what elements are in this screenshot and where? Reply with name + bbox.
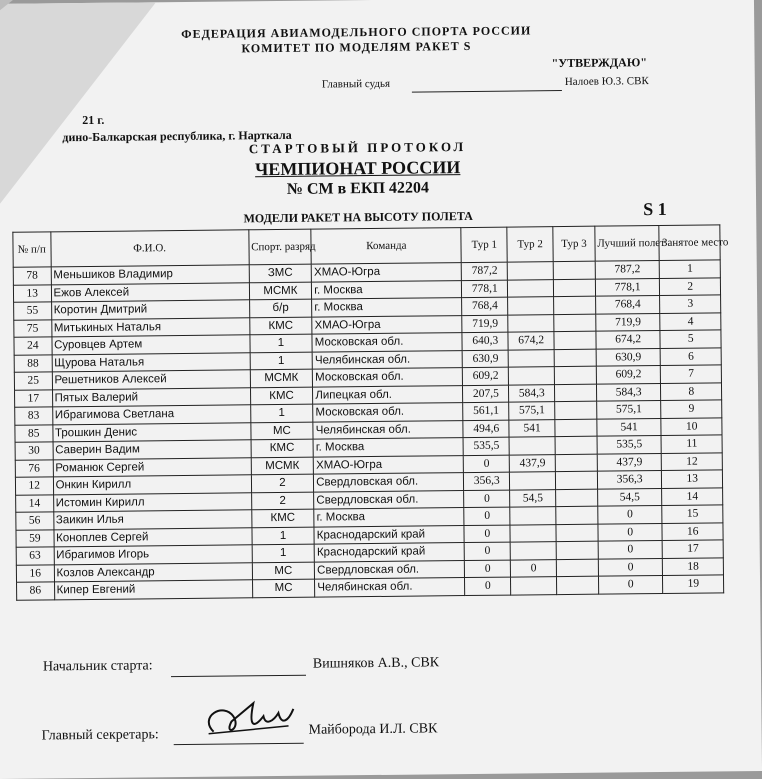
cell-rank: МСМК	[251, 457, 314, 475]
cell-place: 15	[662, 505, 723, 523]
cell-t1: 494,6	[463, 420, 509, 438]
cell-t2: 0	[511, 559, 557, 577]
cell-best: 437,9	[597, 453, 662, 471]
cell-num: 25	[14, 372, 52, 390]
cell-team: Челябинская обл.	[315, 578, 465, 597]
cell-place: 9	[661, 400, 722, 418]
cell-t2	[510, 524, 556, 542]
cell-t2: 575,1	[509, 402, 555, 420]
cell-team: Краснодарский край	[314, 525, 464, 544]
cell-best: 0	[598, 558, 663, 576]
cell-name: Пятых Валерий	[52, 387, 250, 407]
cell-best: 719,9	[596, 313, 661, 331]
cell-best: 535,5	[597, 435, 662, 453]
cell-name: Ежов Алексей	[51, 282, 249, 302]
cell-place: 10	[661, 417, 722, 435]
cell-name: Трошкин Денис	[52, 422, 250, 442]
cell-num: 59	[16, 529, 54, 547]
cell-num: 14	[16, 494, 54, 512]
cell-t3	[553, 261, 595, 279]
cell-num: 83	[15, 407, 53, 425]
cell-t1: 0	[464, 525, 510, 543]
cell-t2	[508, 314, 554, 332]
secretary-label: Главный секретарь:	[41, 727, 159, 744]
cell-best: 356,3	[597, 470, 662, 488]
cell-t3	[555, 454, 597, 472]
cell-name: Саверин Вадим	[53, 440, 251, 460]
cell-t1: 0	[465, 542, 511, 560]
cell-place: 2	[660, 277, 721, 295]
cell-t3	[554, 314, 596, 332]
cell-t3	[554, 366, 596, 384]
cell-t1: 719,9	[462, 315, 508, 333]
cell-place: 4	[660, 312, 721, 330]
cell-team: г. Москва	[314, 508, 464, 527]
cell-name: Суровцев Артем	[51, 335, 249, 355]
cell-t1: 640,3	[462, 332, 508, 350]
cell-name: Щурова Наталья	[52, 352, 250, 372]
column-header: Команда	[311, 228, 462, 265]
cell-t2: 584,3	[509, 384, 555, 402]
cell-place: 14	[662, 487, 723, 505]
cell-t2	[511, 577, 557, 595]
column-header: Тур 2	[507, 227, 553, 262]
cell-team: г. Москва	[312, 280, 462, 299]
cell-team: г. Москва	[312, 298, 462, 317]
cell-rank: МСМК	[249, 282, 312, 300]
cell-place: 19	[663, 575, 724, 593]
cell-t1: 356,3	[464, 472, 510, 490]
cell-t3	[556, 524, 598, 542]
column-header: Ф.И.О.	[50, 230, 248, 267]
column-header: № п/п	[13, 232, 51, 267]
cell-t3	[554, 296, 596, 314]
cell-t3	[554, 349, 596, 367]
cell-name: Меньшиков Владимир	[51, 265, 249, 285]
cell-rank: КМС	[249, 317, 312, 335]
cell-team: Челябинская обл.	[313, 420, 463, 439]
cell-rank: 2	[251, 492, 314, 510]
cell-place: 17	[663, 540, 724, 558]
cell-rank: МСМК	[250, 369, 313, 387]
cell-team: Свердловская обл.	[314, 490, 464, 509]
cell-num: 12	[15, 477, 53, 495]
cell-place: 7	[661, 365, 722, 383]
column-header: Лучший полет	[595, 226, 660, 262]
cell-t3	[555, 419, 597, 437]
cell-place: 8	[661, 382, 722, 400]
cell-team: Краснодарский край	[314, 543, 464, 562]
cell-best: 0	[598, 575, 663, 593]
protocol-title: СТАРТОВЫЙ ПРОТОКОЛ	[248, 139, 467, 157]
cell-t2	[509, 367, 555, 385]
cell-t3	[555, 384, 597, 402]
cell-t1: 778,1	[462, 280, 508, 298]
cell-best: 0	[598, 505, 663, 523]
cell-team: г. Москва	[313, 438, 463, 457]
cell-place: 13	[662, 470, 723, 488]
cell-name: Ибрагимова Светлана	[52, 405, 250, 425]
cell-team: Московская обл.	[313, 403, 463, 422]
cell-team: Липецкая обл.	[313, 385, 463, 404]
cell-t1: 630,9	[462, 350, 508, 368]
cell-t1: 0	[464, 507, 510, 525]
chief-judge-name: Налоев Ю.З. СВК	[564, 75, 649, 88]
cell-team: ХМАО-Югра	[313, 455, 463, 474]
cell-t2	[508, 297, 554, 315]
cell-t3	[557, 576, 599, 594]
cell-rank: МС	[251, 422, 314, 440]
cell-t3	[555, 436, 597, 454]
cell-best: 768,4	[595, 295, 660, 313]
cell-t1: 768,4	[462, 297, 508, 315]
cell-t1: 535,5	[463, 437, 509, 455]
cell-place: 6	[661, 347, 722, 365]
cell-best: 674,2	[596, 330, 661, 348]
secretary-name: Майборода И.Л. СВК	[308, 721, 438, 738]
cell-t3	[556, 506, 598, 524]
chief-judge-sign-line	[412, 78, 562, 93]
class-title: МОДЕЛИ РАКЕТ НА ВЫСОТУ ПОЛЕТА	[243, 208, 473, 226]
cell-best: 778,1	[595, 278, 660, 296]
cell-team: ХМАО-Югра	[312, 315, 462, 334]
cell-num: 78	[13, 267, 51, 285]
cell-best: 787,2	[595, 261, 660, 279]
date-fragment: 21 г.	[82, 112, 105, 128]
cell-name: Козлов Александр	[54, 562, 252, 582]
cell-num: 63	[16, 547, 54, 565]
cell-team: Челябинская обл.	[312, 350, 462, 369]
cell-place: 3	[660, 295, 721, 313]
cell-t3	[556, 489, 598, 507]
cell-team: ХМАО-Югра	[311, 263, 461, 282]
cell-best: 54,5	[597, 488, 662, 506]
cell-name: Коротин Дмитрий	[51, 300, 249, 320]
start-protocol-table	[12, 224, 729, 600]
start-chief-label: Начальник старта:	[42, 658, 153, 675]
cell-num: 85	[15, 424, 53, 442]
cell-t1: 609,2	[463, 367, 509, 385]
cell-rank: 1	[252, 527, 315, 545]
cell-team: Московская обл.	[312, 333, 462, 352]
cell-best: 630,9	[596, 348, 661, 366]
cell-place: 18	[663, 557, 724, 575]
column-header: Тур 3	[553, 226, 595, 261]
cell-name: Истомин Кирилл	[53, 492, 251, 512]
cell-t2	[510, 507, 556, 525]
cell-rank: КМС	[251, 509, 314, 527]
competition-place: дино-Балкарская республика, г. Нарткала	[62, 127, 292, 145]
cell-t1: 0	[465, 577, 511, 595]
cell-t1: 0	[464, 490, 510, 508]
column-header: Занятое место	[659, 225, 720, 261]
cell-rank: КМС	[250, 387, 313, 405]
cell-t1: 0	[465, 560, 511, 578]
cell-t1: 207,5	[463, 385, 509, 403]
chief-judge-label: Главный судья	[321, 77, 391, 91]
class-code: S 1	[643, 198, 667, 220]
cell-rank: ЗМС	[249, 264, 312, 282]
cell-t2	[507, 262, 553, 280]
cell-num: 24	[14, 337, 52, 355]
cell-team: Свердловская обл.	[315, 560, 465, 579]
cell-t3	[556, 559, 598, 577]
cell-rank: 2	[251, 474, 314, 492]
cell-num: 56	[16, 512, 54, 530]
federation-name: ФЕДЕРАЦИЯ АВИАМОДЕЛЬНОГО СПОРТА РОССИИ	[181, 23, 532, 41]
cell-best: 584,3	[596, 383, 661, 401]
cell-t1: 0	[464, 455, 510, 473]
cell-num: 86	[17, 582, 55, 600]
cell-t1: 561,1	[463, 402, 509, 420]
cell-best: 609,2	[596, 365, 661, 383]
cell-num: 30	[15, 442, 53, 460]
cell-rank: б/р	[249, 299, 312, 317]
cell-num: 76	[15, 459, 53, 477]
cell-team: Свердловская обл.	[314, 473, 464, 492]
cell-place: 12	[662, 452, 723, 470]
cell-t2	[509, 437, 555, 455]
cell-t3	[554, 331, 596, 349]
cell-num: 75	[14, 319, 52, 337]
cell-name: Онкин Кирилл	[53, 475, 251, 495]
cell-name: Романюк Сергей	[53, 457, 251, 477]
cell-t3	[555, 401, 597, 419]
cell-t1: 787,2	[462, 262, 508, 280]
cell-t2	[508, 279, 554, 297]
cell-num: 16	[16, 564, 54, 582]
cell-best: 0	[598, 523, 663, 541]
cell-name: Заикин Илья	[53, 510, 251, 530]
cell-t2: 437,9	[509, 454, 555, 472]
cell-t2: 541	[509, 419, 555, 437]
cell-rank: 1	[252, 544, 315, 562]
cell-name: Коноплев Сергей	[53, 527, 251, 547]
handwritten-signature	[193, 691, 304, 747]
cell-place: 1	[660, 260, 721, 278]
cell-num: 17	[15, 389, 53, 407]
cell-num: 13	[13, 284, 51, 302]
cell-t2	[508, 349, 554, 367]
folded-page-corner	[0, 2, 158, 219]
cell-t2: 674,2	[508, 332, 554, 350]
cell-name: Кипер Евгений	[54, 580, 252, 600]
cell-name: Ибрагимов Игорь	[54, 545, 252, 565]
cell-rank: КМС	[251, 439, 314, 457]
table-body	[13, 260, 723, 600]
cell-t2	[510, 542, 556, 560]
cell-place: 16	[662, 522, 723, 540]
ekp-number: № СМ в ЕКП 42204	[286, 179, 430, 198]
cell-place: 5	[660, 330, 721, 348]
committee-name: КОМИТЕТ ПО МОДЕЛЯМ РАКЕТ S	[241, 38, 472, 56]
start-chief-sign-line	[171, 661, 306, 677]
cell-place: 11	[661, 435, 722, 453]
cell-rank: 1	[250, 404, 313, 422]
cell-name: Решетников Алексей	[52, 370, 250, 390]
cell-t3	[556, 541, 598, 559]
cell-t3	[553, 279, 595, 297]
cell-team: Московская обл.	[313, 368, 463, 387]
championship-title: ЧЕМПИОНАТ РОССИИ	[254, 157, 461, 180]
cell-rank: 1	[250, 352, 313, 370]
cell-t3	[556, 471, 598, 489]
cell-best: 575,1	[596, 400, 661, 418]
approve-stamp: "УТВЕРЖДАЮ"	[551, 55, 648, 71]
column-header: Тур 1	[461, 227, 507, 262]
cell-rank: 1	[250, 334, 313, 352]
cell-rank: МС	[252, 562, 315, 580]
column-header: Спорт. разряд	[248, 229, 311, 265]
cell-rank: МС	[252, 579, 315, 597]
start-chief-name: Вишняков А.В., СВК	[312, 655, 440, 672]
cell-t2: 54,5	[510, 489, 556, 507]
cell-num: 88	[14, 354, 52, 372]
cell-best: 541	[597, 418, 662, 436]
cell-t2	[510, 472, 556, 490]
cell-name: Митькиных Наталья	[51, 317, 249, 337]
cell-best: 0	[598, 540, 663, 558]
cell-num: 55	[14, 302, 52, 320]
